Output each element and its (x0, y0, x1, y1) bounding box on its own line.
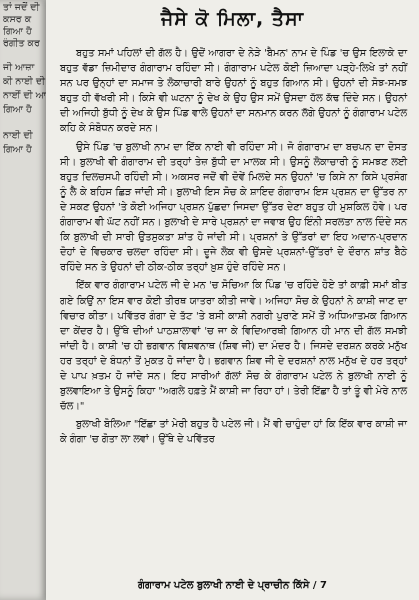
underlying-text-line: ਤਾਂ ਜਦੋਂ ਦੀ (3, 2, 40, 13)
paragraph: ਉਸੇ ਪਿੰਡ 'ਚ ਬੁਲਾਖੀ ਨਾਮ ਦਾ ਇੱਕ ਨਾਈ ਵੀ ਰਹਿੰਦਾ ਸੀ। ਜੋ ਗੰਗਾਰਾਮ ਦਾ ਬਚਪਨ ਦਾ ਦੋਸਤ ਸੀ। ਬੁਲਾਖੀ ਵੀ ਗੰਗਾਰਾਮ ਦੀ ਤਰ੍ਹਾਂ ਤੇਜ਼ ਬੁੱਧੀ ਦਾ ਮਾਲਕ ਸੀ। ਉਸਨੂੰ ਲੋਕਾਚਾਰੀ ਨੂੰ ਸਮਝਣ ਲਈ ਬਹੁਤ ਦਿਲਚਸਪੀ ਰਹਿੰਦੀ ਸੀ। ਅਕਸਰ ਜਦੋਂ ਵੀ ਦੋਵੇਂ ਮਿਲਦੇ ਸਨ ਉਹਨਾਂ 'ਚ ਕਿਸੇ ਨਾ ਕਿਸੇ ਪ੍ਰਸੰਗ ਨੂੰ ਲੈ ਕੇ ਬਹਿਸ ਛਿੜ ਜਾਂਦੀ ਸੀ। ਬੁਲਾਖੀ ਇਸ ਸੋਚ ਕੇ ਸ਼ਾਇਦ ਗੰਗਾਰਾਮ ਇਸ ਪ੍ਰਸ਼ਨ ਦਾ ਉੱਤਰ ਨਾ ਦੇ ਸਕਣ ਉਹਨਾਂ 'ਤੇ ਕੋਈ ਅਜਿਹਾ ਪ੍ਰਸ਼ਨ ਪੁੱਛਦਾ ਜਿਸਦਾ ਉੱਤਰ ਦੇਣਾ ਬਹੁਤ ਹੀ ਮੁਸ਼ਕਿਲ ਹੋਵੇ। ਪਰ ਗੰਗਾਰਾਮ ਵੀ ਘੱਟ ਨਹੀਂ ਸਨ। ਬੁਲਾਖੀ ਦੇ ਸਾਰੇ ਪ੍ਰਸ਼ਨਾਂ ਦਾ ਜਵਾਬ ਉਹ ਇੰਨੀ ਸਰਲਤਾ ਨਾਲ ਦਿੰਦੇ ਸਨ ਕਿ ਬੁਲਾਖੀ ਦੀ ਸਾਰੀ ਉਤਸੁਕਤਾ ਸ਼ਾਂਤ ਹੋ ਜਾਂਦੀ ਸੀ। ਪ੍ਰਸ਼ਨਾਂ ਤੇ ਉੱਤਰਾਂ ਦਾ ਇਹ ਅਦਾਨ-ਪ੍ਰਦਾਨ ਦੋਹਾਂ ਦੇ ਵਿਚਕਾਰ ਚਲਦਾ ਰਹਿੰਦਾ ਸੀ। ਦੂਜੇ ਲੋਕ ਵੀ ਉਸਦੇ ਪ੍ਰਸ਼ਨਾਂ-ਉੱਤਰਾਂ ਦੇ ਦੌਰਾਨ ਸ਼ਾਂਤ ਬੈਠੇ ਰਹਿੰਦੇ ਸਨ ਤੇ ਉਹਨਾਂ ਦੀ ਠੀਕ-ਠੀਕ ਤਰ੍ਹਾਂ ਖ਼ੁਸ਼ ਹੁੰਦੇ ਰਹਿੰਦੇ ਸਨ। (60, 141, 408, 274)
underlying-text-line: ਗਿਆ ਹੈ (3, 104, 32, 115)
underlying-text-line: ਕੀ ਨਾਈ ਦੀ (3, 76, 45, 87)
underlying-text-line: ਗਿਆ ਹੈ (3, 144, 32, 155)
paragraph: ਬੁਲਾਖੀ ਬੋਲਿਆ "ਇੱਛਾ ਤਾਂ ਮੇਰੀ ਬਹੁਤ ਹੈ ਪਟੇਲ ਜੀ। ਮੈਂ ਵੀ ਚਾਹੁੰਦਾ ਹਾਂ ਕਿ ਇੱਕ ਵਾਰ ਕਾਸ਼ੀ ਜਾ ਕੇ ਗੰਗਾ 'ਚ ਗੋਤਾ ਲਾ ਲਵਾਂ। ਉੱਥੇ ਦੇ ਪਵਿੱਤਰ (60, 419, 407, 446)
underlying-text-line: ਨਾਈਂ ਦੀ ਆ (3, 90, 46, 101)
page-footer: ਗੰਗਾਰਾਮ ਪਟੇਲ ਬੁਲਾਖੀ ਨਾਈ ਦੇ ਪ੍ਰਾਚੀਨ ਕਿੱਸੇ / 7 (138, 580, 327, 591)
underlying-text-line: ਗਿਆ ਹੈ (3, 26, 32, 37)
paragraph: ਇੱਕ ਵਾਰ ਗੰਗਾਰਾਮ ਪਟੇਲ ਜੀ ਦੇ ਮਨ 'ਚ ਸੋਚਿਆ ਕਿ ਪਿੰਡ 'ਚ ਰਹਿੰਦੇ ਹੋਏ ਤਾਂ ਕਾਫ਼ੀ ਸਮਾਂ ਬੀਤ ਗਏ ਕਿਉਂ ਨਾ ਇਸ ਵਾਰ ਕੋਈ ਤੀਰਥ ਯਾਤਰਾ ਕੀਤੀ ਜਾਵੇ। ਅਜਿਹਾ ਸੋਚ ਕੇ ਉਹਨਾਂ ਨੇ ਕਾਸ਼ੀ ਜਾਣ ਦਾ ਵਿਚਾਰ ਕੀਤਾ। ਪਵਿੱਤਰ ਗੰਗਾ ਦੇ ਤੱਟ 'ਤੇ ਬਸੀ ਕਾਸ਼ੀ ਨਗਰੀ ਪੁਰਾਣੇ ਸਮੇਂ ਤੋਂ ਅਧਿਆਤਮਕ ਗਿਆਨ ਦਾ ਕੇਂਦਰ ਹੈ। ਉੱਥੇ ਦੀਆਂ ਪਾਠਸ਼ਾਲਾਵਾਂ 'ਚ ਜਾ ਕੇ ਵਿਦਿਆਰਥੀ ਗਿਆਨ ਹੀ ਮਾਨ ਦੀ ਗੱਲ ਸਮਝੀ ਜਾਂਦੀ ਹੈ। ਕਾਸ਼ੀ 'ਚ ਹੀ ਭਗਵਾਨ ਵਿਸ਼ਵਨਾਥ (ਸ਼ਿਵ ਜੀ) ਦਾ ਮੰਦਰ ਹੈ। ਜਿਸਦੇ ਦਰਸ਼ਨ ਕਰਕੇ ਮਨੁੱਖ ਹਰ ਤਰ੍ਹਾਂ ਦੇ ਬੰਧਨਾਂ ਤੋਂ ਮੁਕਤ ਹੋ ਜਾਂਦਾ ਹੈ। ਭਗਵਾਨ ਸ਼ਿਵ ਜੀ ਦੇ ਦਰਸ਼ਨਾਂ ਨਾਲ ਮਨੁੱਖ ਦੇ ਹਰ ਤਰ੍ਹਾਂ ਦੇ ਪਾਪ ਖ਼ਤਮ ਹੋ ਜਾਂਦੇ ਸਨ। ਇਹ ਸਾਰੀਆਂ ਗੱਲਾਂ ਸੋਚ ਕੇ ਗੰਗਾਰਾਮ ਪਟੇਲ ਨੇ ਬੁਲਾਖੀ ਨਾਈ ਨੂੰ ਬੁਲਵਾਇਆ ਤੇ ਉਸਨੂੰ ਕਿਹਾ "ਅਗਲੇ ਹਫ਼ਤੇ ਮੈਂ ਕਾਸ਼ੀ ਜਾ ਰਿਹਾ ਹਾਂ। ਤੇਰੀ ਇੱਛਾ ਹੈ ਤਾਂ ਤੂੰ ਵੀ ਮੇਰੇ ਨਾਲ ਚੱਲ।" (60, 280, 407, 413)
underlying-text-line: ਰੰਗੀਤ ਕਰ (3, 38, 40, 49)
chapter-title: ਜੈਸੇ ਕੋ ਮਿਲਾ, ਤੈਸਾ (160, 8, 305, 30)
underlying-text-line: ਕਸਰ ਕ (3, 14, 32, 25)
book-page (46, 0, 419, 600)
paragraph: ਬਹੁਤ ਸਮਾਂ ਪਹਿਲਾਂ ਦੀ ਗੱਲ ਹੈ। ਉਦੋਂ ਆਗਰਾ ਦੇ ਨੇੜੇ 'ਬੈਮਨ' ਨਾਮ ਦੇ ਪਿੰਡ 'ਚ ਉਸ ਇਲਾਕੇ ਦਾ ਬਹੁਤ ਵੱਡਾ ਜ਼ਿਮੀਦਾਰ ਗੰਗਾਰਾਮ ਰਹਿੰਦਾ ਸੀ। ਗੰਗਾਰਾਮ ਪਟੇਲ ਕੋਈ ਜ਼ਿਆਦਾ ਪੜ੍ਹੇ-ਲਿਖੇ ਤਾਂ ਨਹੀਂ ਸਨ ਪਰ ਉਨ੍ਹਾਂ ਦਾ ਸਮਾਜ ਤੇ ਲੋਕਾਚਾਰੀ ਬਾਰੇ ਉਹਨਾਂ ਨੂੰ ਬਹੁਤ ਗਿਆਨ ਸੀ। ਉਹਨਾਂ ਦੀ ਸੋਝ-ਸਮਝ ਬਹੁਤ ਹੀ ਵੱਖਰੀ ਸੀ। ਕਿਸੇ ਵੀ ਘਟਨਾ ਨੂੰ ਦੇਖ ਕੇ ਉਹ ਉਸ ਸਮੇਂ ਉਸਦਾ ਹੱਲ ਕੱਢ ਦਿੰਦੇ ਸਨ। ਉਹਨਾਂ ਦੀ ਅਜਿਹੀ ਬੁੱਧੀ ਨੂੰ ਦੇਖ ਕੇ ਉਸ ਪਿੰਡ ਵਾਲੇ ਉਹਨਾਂ ਦਾ ਸਨਮਾਨ ਕਰਨ ਲੱਗੇ ਉਹਨਾਂ ਨੂੰ ਗੰਗਾਰਾਮ ਪਟੇਲ ਕਹਿ ਕੇ ਸੰਬੋਧਨ ਕਰਦੇ ਸਨ। (60, 48, 407, 135)
underlying-text-line: ਨਾਈ ਦੀ (3, 130, 33, 141)
underlying-text-line: ਜੀ ਆਜ਼ਾ (3, 62, 35, 73)
page-body (60, 46, 407, 450)
